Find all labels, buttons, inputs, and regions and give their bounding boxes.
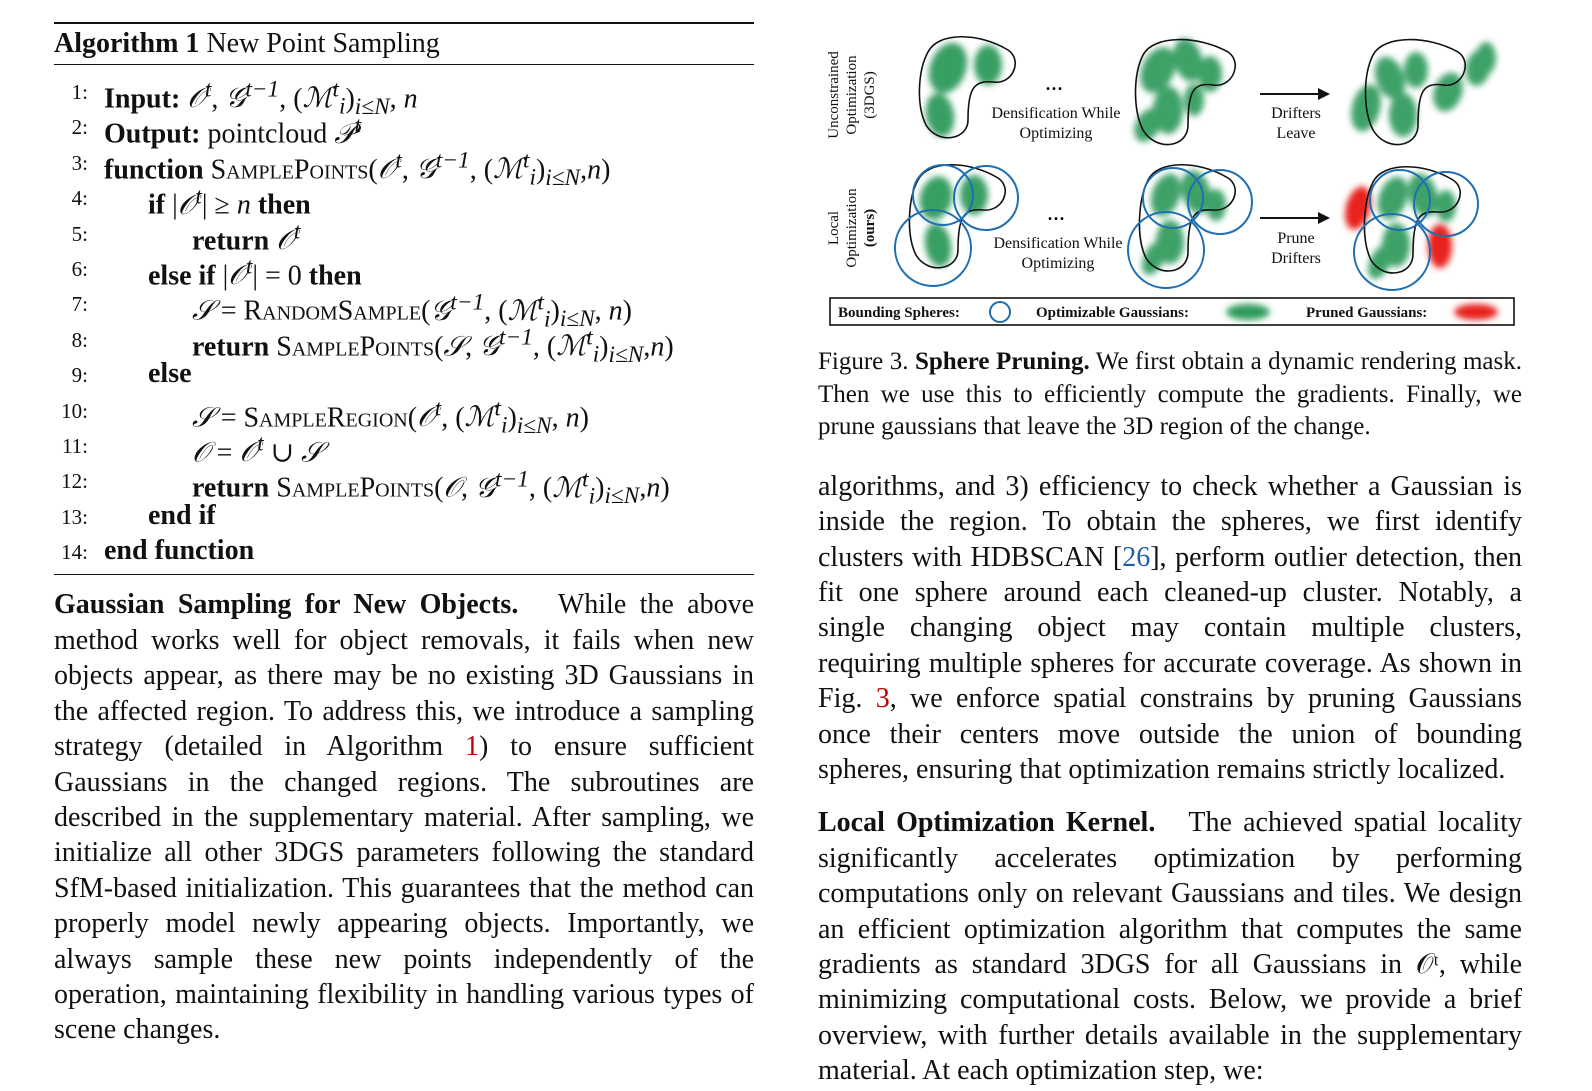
local-optimization-paragraph bbox=[818, 805, 1522, 1088]
legend-optimizable-label: Optimizable Gaussians: bbox=[1036, 305, 1189, 321]
row2-action-line2: Drifters bbox=[1271, 250, 1321, 267]
algorithm-line bbox=[54, 427, 754, 469]
paragraph-text: ], perform outlier detection, then fit one sphere around each cleaned-up cluster. Notably, a single changing object may contain multiple clusters, requiring multiple spheres for accurate coverage. As shown in Fig. bbox=[818, 541, 1522, 715]
right-column bbox=[818, 30, 1522, 1089]
densify-label-row2-line1: Densification While bbox=[993, 235, 1123, 252]
row1-panel-densified bbox=[1129, 35, 1236, 146]
algorithm-number: Algorithm 1 bbox=[54, 28, 200, 59]
ellipsis-row1: ... bbox=[1045, 70, 1063, 96]
row1-panel-drifted bbox=[1346, 40, 1496, 145]
algorithm-line bbox=[54, 108, 754, 150]
caption-title: Sphere Pruning. bbox=[914, 348, 1090, 375]
figure-reference-link[interactable]: 3 bbox=[875, 683, 890, 715]
caption-text: We first obtain a dynamic rendering mask. Then we use this to efficiently compute the gradients. Finally, we prune gaussians that leave the 3D region of the change. bbox=[818, 348, 1522, 441]
line-code: return SamplePoints(𝒮, 𝒢$^{t-1}$, $(ℳ^t_i)_{i\le N},n$) bbox=[192, 324, 674, 368]
algorithm-line bbox=[54, 285, 754, 333]
line-number: 5: bbox=[71, 221, 88, 246]
line-number: 2: bbox=[71, 115, 88, 140]
line-number: 3: bbox=[71, 150, 88, 175]
algorithm-line bbox=[54, 321, 754, 368]
line-number: 13: bbox=[61, 504, 88, 529]
algorithm-line bbox=[54, 498, 754, 533]
line-code: if |𝒪$^t$| ≥ n then bbox=[148, 183, 311, 221]
line-number: 9: bbox=[71, 363, 88, 388]
left-column bbox=[54, 22, 754, 1048]
paragraph-text: The achieved spatial locality significantly accelerates optimization by performing computations only on relevant Gaussians and tiles. We design an efficient optimization algorithm that computes the same gradients as standard 3DGS for all Gaussians in 𝒪ᵗ, while minimizing computational costs. Below, we provide a brief overview, with further details available in the supplementary material. At each optimization step, we: bbox=[818, 807, 1522, 1087]
line-number: 6: bbox=[71, 256, 88, 281]
paragraph-heading: Local Optimization Kernel. bbox=[818, 807, 1156, 839]
gaussian-sampling-paragraph bbox=[54, 587, 754, 1047]
algorithm-reference-link[interactable]: 1 bbox=[464, 731, 479, 763]
row2-arrow bbox=[1260, 212, 1330, 224]
line-code: return SamplePoints(𝒪, 𝒢$^{t-1}$, $(ℳ^t_i)_{i\le N},n$) bbox=[192, 466, 670, 510]
line-number: 4: bbox=[71, 186, 88, 211]
line-code: else if |𝒪$^t$| = 0 then bbox=[148, 253, 362, 292]
legend-pruned-label: Pruned Gaussians: bbox=[1306, 305, 1428, 321]
algorithm-line bbox=[54, 356, 754, 391]
paragraph-text: algorithms, and 3) efficiency to check whether a Gaussian is inside the region. To obtain the spheres, we first identify clusters with HDBSCAN [ bbox=[818, 470, 1522, 573]
algorithm-line bbox=[54, 250, 754, 292]
algorithm-line bbox=[54, 73, 754, 120]
row2-label-line2: Optimization bbox=[844, 188, 860, 268]
algorithm-body bbox=[54, 65, 754, 574]
algorithm-line bbox=[54, 392, 754, 439]
figure-legend bbox=[830, 298, 1514, 325]
line-code: return 𝒪$^t$ bbox=[192, 218, 301, 256]
line-number: 10: bbox=[61, 398, 88, 423]
algorithm-line bbox=[54, 215, 754, 256]
ellipsis-row2: ... bbox=[1047, 200, 1065, 226]
line-code: Input: 𝒪$^t$, 𝒢$^{t-1}$, $(ℳ^t_i)_{i\le N}$, n bbox=[104, 77, 418, 120]
row1-action-line2: Leave bbox=[1276, 125, 1316, 142]
algorithm-title bbox=[54, 24, 754, 64]
row1-action-line1: Drifters bbox=[1271, 105, 1321, 122]
paragraph-text: While the above method works well for object removals, it fails when new objects appear, as there may be no existing 3D Gaussians in the affected region. To address this, we introduce a sampling strategy (detailed in Algorithm bbox=[54, 589, 754, 763]
line-code: 𝒮 = RandomSample(𝒢$^{t-1}$, $(ℳ^t_i)_{i\le N}$, n) bbox=[192, 289, 632, 333]
line-number: 7: bbox=[71, 292, 88, 317]
green-gaussian-legend-icon bbox=[1226, 304, 1270, 320]
line-number: 11: bbox=[61, 433, 88, 458]
paragraph-heading: Gaussian Sampling for New Objects. bbox=[54, 589, 519, 621]
citation-link[interactable]: 26 bbox=[1122, 541, 1151, 573]
algorithm-line bbox=[54, 462, 754, 510]
row1-label-line1: Unconstrained bbox=[826, 51, 842, 139]
row1-arrow bbox=[1260, 88, 1330, 100]
line-number: 8: bbox=[71, 327, 88, 352]
legend-spheres-label: Bounding Spheres: bbox=[838, 305, 960, 321]
row2-action-line1: Prune bbox=[1277, 230, 1315, 247]
row2-panel-initial bbox=[895, 165, 1018, 286]
algorithm-line bbox=[54, 533, 754, 568]
paragraph-text: ) to ensure sufficient Gaussians in the changed regions. The subroutines are described in the supplementary material. After sampling, we initialize all other 3DGS parameters following the standard SfM-based initialization. This guarantees that the method can properly model newly appearing objects. Importantly, we always sample these new points independently of the operation, maintaining flexibility in handling various types of scene changes. bbox=[54, 731, 754, 1046]
row2-panel-pruned bbox=[1341, 167, 1478, 290]
spheres-paragraph bbox=[818, 469, 1522, 788]
line-code: else bbox=[148, 358, 192, 390]
row1-label-line3: (3DGS) bbox=[862, 71, 878, 119]
line-number: 1: bbox=[71, 80, 88, 104]
densify-label-row1-line1: Densification While bbox=[991, 105, 1121, 122]
sphere-pruning-diagram bbox=[818, 30, 1522, 330]
row1-panel-initial bbox=[919, 37, 1015, 139]
row2-label-line1: Local bbox=[826, 210, 842, 246]
line-code: end if bbox=[148, 499, 216, 531]
algorithm-name: New Point Sampling bbox=[206, 28, 440, 59]
line-number: 14: bbox=[61, 540, 88, 565]
figure-caption bbox=[818, 346, 1522, 444]
row2-panel-densified bbox=[1128, 165, 1252, 288]
paragraph-text: , we enforce spatial constrains by pruning Gaussians once their centers move outside the union of bounding spheres, ensuring that optimization remains strictly localized. bbox=[818, 683, 1522, 786]
red-gaussian-legend-icon bbox=[1454, 304, 1498, 320]
algorithm-line bbox=[54, 179, 754, 221]
caption-prefix: Figure 3. bbox=[818, 348, 909, 375]
densify-label-row1-line2: Optimizing bbox=[1019, 125, 1093, 142]
line-code: Output: pointcloud 𝒫$^t$ bbox=[104, 112, 361, 150]
line-code: end function bbox=[104, 535, 255, 567]
algorithm-line bbox=[54, 144, 754, 191]
algorithm-bottom-rule bbox=[54, 574, 754, 575]
line-code: 𝒮 = SampleRegion(𝒪$^t$, $(ℳ^t_i)_{i\le N}$, n) bbox=[192, 395, 589, 439]
figure-3 bbox=[818, 30, 1522, 330]
row1-label-line2: Optimization bbox=[844, 55, 860, 135]
densify-label-row2-line2: Optimizing bbox=[1021, 255, 1095, 272]
row2-label-line3: (ours) bbox=[862, 208, 878, 248]
line-code: function SamplePoints(𝒪$^t$, 𝒢$^{t-1}$, $(ℳ^t_i)_{i\le N},n$) bbox=[104, 147, 611, 191]
line-number: 12: bbox=[61, 469, 88, 494]
line-code: 𝒪 = 𝒪$^t$ ∪ 𝒮 bbox=[192, 430, 323, 469]
